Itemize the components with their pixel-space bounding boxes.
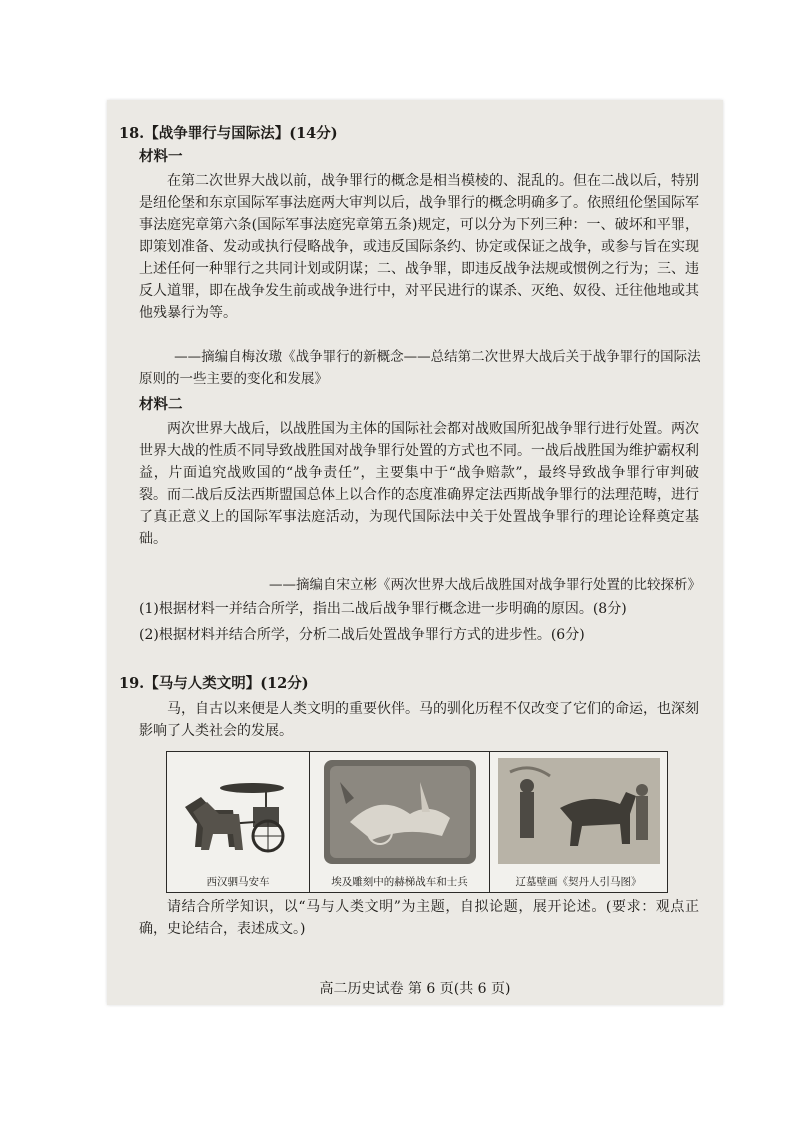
q19-heading: 19.【马与人类文明】(12分) xyxy=(119,675,309,692)
material-2-source: ——摘编自宋立彬《两次世界大战后战胜国对战争罪行处置的比较探析》 xyxy=(269,577,701,593)
q18-subquestion-2: (2)根据材料并结合所学，分析二战后处置战争罪行方式的进步性。(6分) xyxy=(139,627,585,643)
material-1-text: 在第二次世界大战以前，战争罪行的概念是相当模棱的、混乱的。但在二战以后，特别是纽伦堡和东京国际军事法庭两大审判以后，战争罪行的概念明确多了。依照纽伦堡国际军事法庭宪章第六条(国际军事法庭宪章第五条)规定，可以分为下列三种：一、破坏和平罪，即策划准备、发动或执行侵略战争，或违反国际条约、协定或保证之战争，或参与旨在实现上述任何一种罪行之共同计划或阴谋；二、战争罪，即违反战争法规或惯例之行为；三、违反人道罪，即在战争发生前或战争进行中，对平民进行的谋杀、灭绝、奴役、迁往他地或其他残暴行为等。 xyxy=(139,173,699,321)
material-1-title: 材料一 xyxy=(139,148,183,165)
q18-heading: 18.【战争罪行与国际法】(14分) xyxy=(119,125,338,142)
liao-mural-figure xyxy=(489,752,667,892)
q18-subquestion-1: (1)根据材料一并结合所学，指出二战后战争罪行概念进一步明确的原因。(8分) xyxy=(139,601,627,617)
q19-intro: 马，自古以来便是人类文明的重要伙伴。马的驯化历程不仅改变了它们的命运，也深刻影响了人类社会的发展。 xyxy=(139,701,699,739)
hittite-chariot-figure xyxy=(309,752,489,892)
caption-2: 埃及雕刻中的赫梯战车和士兵 xyxy=(331,876,468,888)
material-1-source: ——摘编自梅汝璈《战争罪行的新概念——总结第二次世界大战后关于战争罪行的国际法原则的一些主要的变化和发展》 xyxy=(139,349,701,387)
image-strip xyxy=(166,751,668,893)
material-2-text: 两次世界大战后，以战胜国为主体的国际社会都对战败国所犯战争罪行进行处置。两次世界大战的性质不同导致战胜国对战争罪行处置的方式也不同。一战后战胜国为维护霸权利益，片面追究战败国的“战争责任”，主要集中于“战争赔款”，最终导致战争罪行审判破裂。而二战后反法西斯盟国总体上以合作的态度准确界定法西斯战争罪行的法理范畴，进行了真正意义上的国际军事法庭活动，为现代国际法中关于处置战争罪行的理论诠释奠定基础。 xyxy=(139,421,699,547)
caption-1: 西汉驷马安车 xyxy=(206,876,270,888)
material-2-title: 材料二 xyxy=(139,396,183,413)
relief-carving-illustration xyxy=(310,752,490,870)
horse-carriage-illustration xyxy=(167,752,309,870)
exam-page xyxy=(107,100,723,1005)
caption-3: 辽墓壁画《契丹人引马图》 xyxy=(515,876,642,888)
page-footer: 高二历史试卷 第 6 页(共 6 页) xyxy=(319,981,511,997)
mural-painting-illustration xyxy=(490,752,668,870)
q19-task: 请结合所学知识，以“马与人类文明”为主题，自拟论题，展开论述。(要求：观点正确，史论结合，表述成文。) xyxy=(139,899,699,937)
western-han-carriage-figure xyxy=(167,752,309,892)
